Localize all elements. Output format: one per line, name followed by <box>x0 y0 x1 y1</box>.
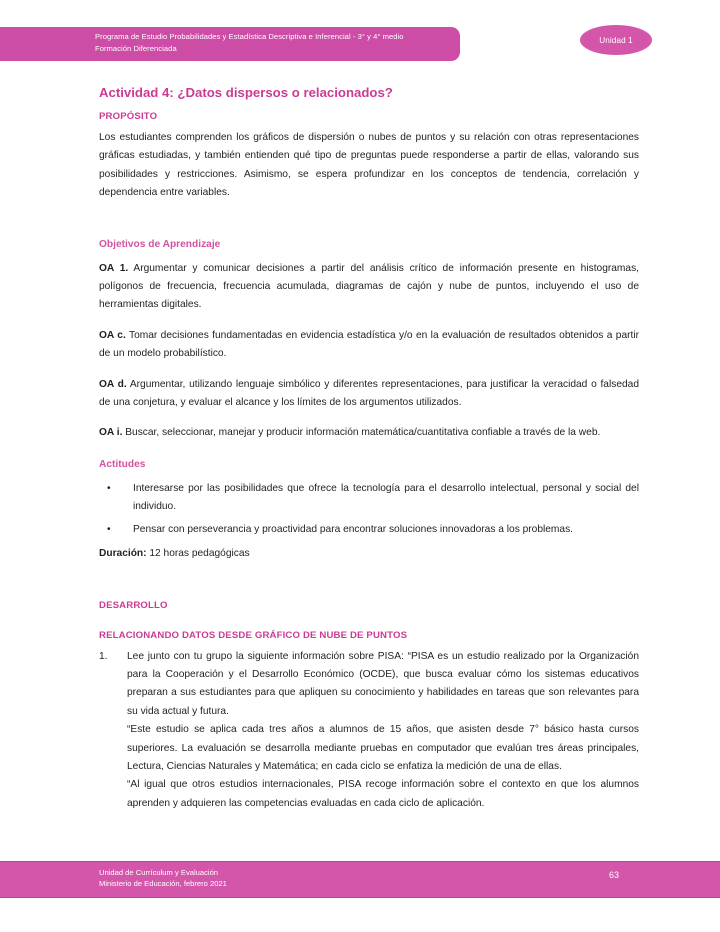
spacer <box>99 618 639 630</box>
header-program-line: Programa de Estudio Probabilidades y Estadística Descriptiva e Inferencial - 3° y 4° medio <box>95 32 404 41</box>
actitudes-heading: Actitudes <box>99 458 146 470</box>
objetivo-tag: OA d. <box>99 378 127 390</box>
relacionando-datos-heading: RELACIONANDO DATOS DESDE GRÁFICO DE NUBE DE PUNTOS <box>99 629 408 641</box>
objetivo-item <box>99 376 639 413</box>
header-formation-line: Formación Diferenciada <box>95 43 177 53</box>
desarrollo-heading: DESARROLLO <box>99 599 168 611</box>
activity-title: Actividad 4: ¿Datos dispersos o relacionados? <box>99 85 393 100</box>
objetivo-item <box>99 260 639 315</box>
duracion-label: Duración: <box>99 548 147 560</box>
footer-credits <box>99 867 227 890</box>
actitudes-list <box>99 480 639 539</box>
objetivo-text: Buscar, seleccionar, manejar y producir información matemática/cuantitativa confiable a través de la web. <box>122 427 601 439</box>
objetivos-list <box>99 260 639 443</box>
bullet-icon: • <box>107 523 111 535</box>
duracion-line <box>99 545 639 563</box>
bullet-icon: • <box>107 482 111 494</box>
proposito-heading: PROPÓSITO <box>99 111 158 122</box>
duracion-value: 12 horas pedagógicas <box>146 548 250 560</box>
objetivo-tag: OA 1. <box>99 262 129 274</box>
step-paragraph: “Al igual que otros estudios internacionales, PISA recoge información sobre el contexto en que los alumnos aprenden y adquieren las competencias evaluadas en cada ciclo de aplicación. <box>127 779 639 809</box>
document-content <box>99 84 639 813</box>
objetivo-item <box>99 424 639 442</box>
actitud-text: Interesarse por las posibilidades que ofrece la tecnología para el desarrollo intelectual, personal y social del individuo. <box>133 482 639 513</box>
objetivo-item <box>99 327 639 364</box>
objetivo-tag: OA c. <box>99 329 126 341</box>
step-paragraph: Lee junto con tu grupo la siguiente información sobre PISA: “PISA es un estudio realizado por la Organización para la Cooperación y el Desarrollo Económico (OCDE), que busca evaluar cómo los sistemas educativos preparan a sus estudiantes para que apliquen su conocimiento y habilidades en tareas que son relevantes para su vida actual y futura. <box>127 650 639 717</box>
actitud-text: Pensar con perseverancia y proactividad para encontrar soluciones innovadoras a los problemas. <box>133 523 574 535</box>
unit-badge-label: Unidad 1 <box>599 35 633 45</box>
list-item <box>99 648 639 814</box>
step-number: 1. <box>99 650 108 662</box>
proposito-text: Los estudiantes comprenden los gráficos de dispersión o nubes de puntos y su relación con otras representaciones gráficas estudiadas, y también entienden qué tipo de preguntas puede responderse a partir de ellas, valorando sus posibilidades y restricciones. Asimismo, se espera profundizar en los conceptos de tendencia, correlación y dependencia entre variables. <box>99 132 639 199</box>
page-footer <box>0 861 720 898</box>
header-title-bar <box>0 27 460 61</box>
objetivo-text: Tomar decisiones fundamentadas en evidencia estadística y/o en la evaluación de resultados obtenidos a partir de un modelo probabilístico. <box>99 329 639 360</box>
objetivos-heading: Objetivos de Aprendizaje <box>99 238 221 250</box>
spacer <box>99 203 639 239</box>
footer-unit-line: Unidad de Currículum y Evaluación <box>99 868 219 877</box>
objetivo-tag: OA i. <box>99 427 123 439</box>
step-paragraph: “Este estudio se aplica cada tres años a alumnos de 15 años, que asisten desde 7° básico hasta cursos superiores. La evaluación se desarrolla mediante pruebas en computador que evalúan tres áreas principales, Lectura, Ciencias Naturales y Matemática; en cada ciclo se enfatiza la medición de una de ellas. <box>127 724 639 772</box>
list-item <box>99 480 639 517</box>
list-item <box>99 521 639 539</box>
spacer <box>99 564 639 600</box>
page-number: 63 <box>608 870 619 880</box>
unit-badge <box>580 25 652 55</box>
steps-list <box>99 648 639 814</box>
spacer <box>99 443 639 459</box>
footer-ministry-line: Ministerio de Educación, febrero 2021 <box>99 879 227 889</box>
objetivo-text: Argumentar, utilizando lenguaje simbólico y diferentes representaciones, para justificar la veracidad o falsedad de una conjetura, y evaluar el alcance y los límites de los argumentos utilizados. <box>99 378 639 409</box>
objetivo-text: Argumentar y comunicar decisiones a partir del análisis crítico de información presente en histogramas, polígonos de frecuencia, frecuencia acumulada, diagramas de cajón y nube de puntos, incluyendo el uso de herramientas digitales. <box>99 262 639 311</box>
